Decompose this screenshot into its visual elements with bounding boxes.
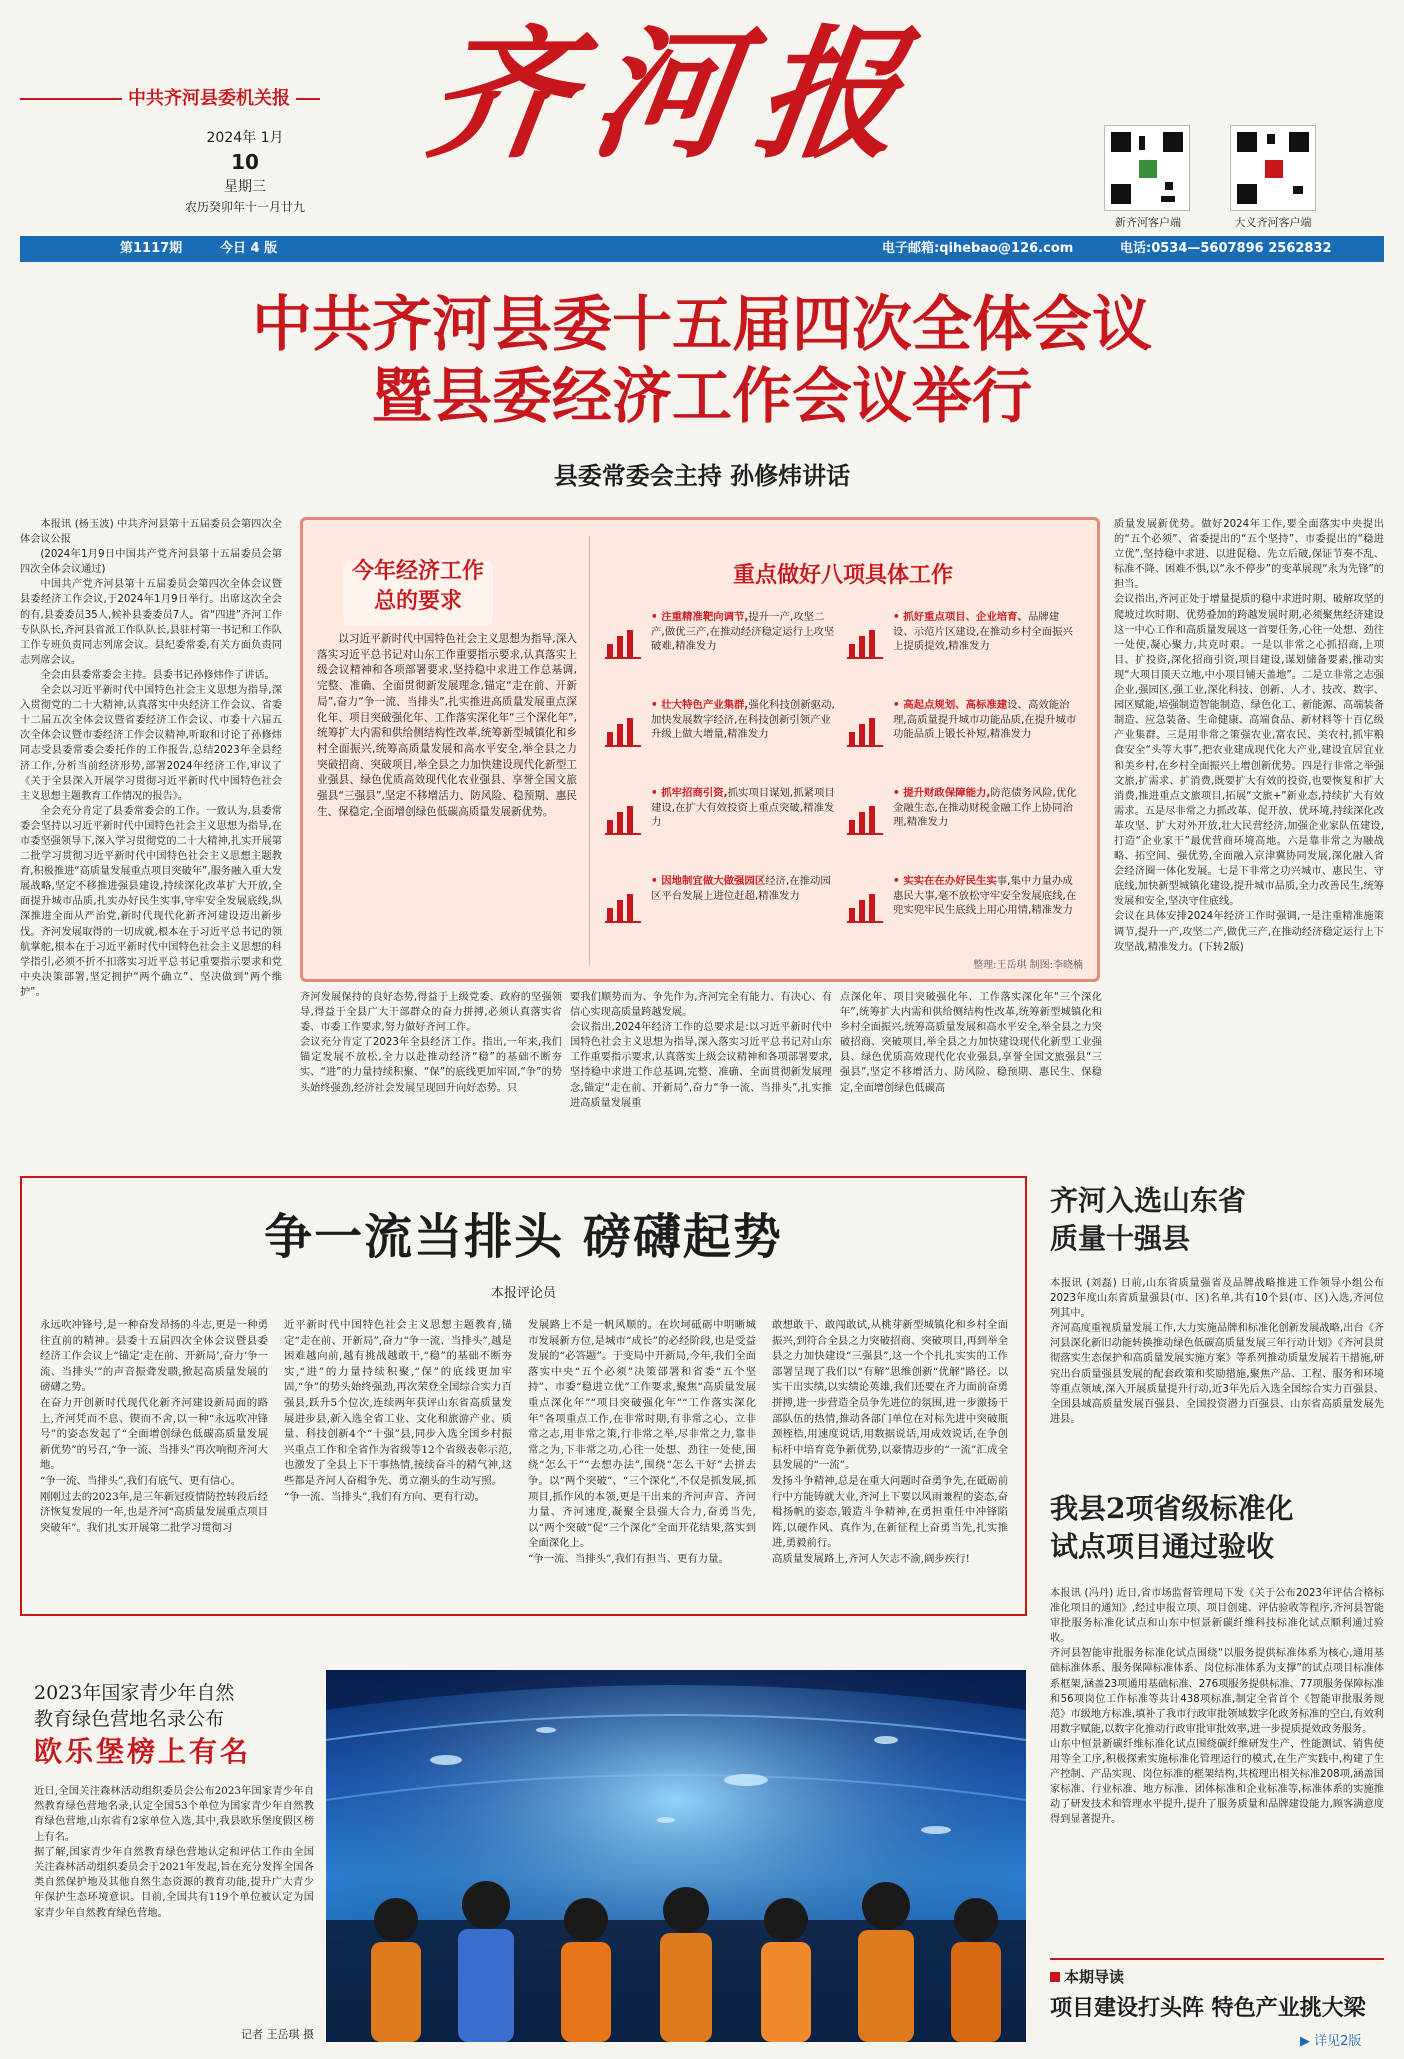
date-line: 2024年 1月 xyxy=(206,130,284,146)
lead-p2: 中国共产党齐河县第十五届委员会第四次全体会议暨县委经济工作会议,于2024年1月9日举行。出席这次全会的有,县委委员35人,候补县委委员7人。省“四进”齐河工作专队队长,齐河县省派工作队队长,县驻村第一书记和工作队工作专班负责同志列席会议。县纪委常委,有关方面负责同志列席会议。 xyxy=(20,579,282,666)
task-item xyxy=(893,874,1079,918)
side-story-1-body: 本报讯 (刘磊) 日前,山东省质量强省及品牌战略推进工作领导小组公布2023年度山东省质量强县(市、区)名单,共有10个县(市、区)入选,齐河位列其中。 齐河高度重视质量发展工作,大力实施品牌和标准化创新发展战略,出台《齐河县深化新旧动能转换推动绿色低碳高质量发展三年行动计划》《齐河县贯彻落实生态保护和高质量发展实施方案》等系列推动质量发展若干措施,研究出台质量强县发展的配套政策和奖励措施,聚焦产品、工程、服务和环境等重点领域,深入开展质量提升行动,近3年先后入选全国综合实力百强县、全国县域高质量发展百强县、全国投资潜力百强县、山东省高质量发展先进县。 xyxy=(1050,1278,1384,1425)
headline-subtitle: 县委常委会主持 孙修炜讲话 xyxy=(553,461,851,490)
paper-name-logo: 齐河报 xyxy=(418,12,934,178)
lead-column-1 xyxy=(20,517,282,1159)
task-item-title: • 因地制宜做大做强园区 xyxy=(651,875,766,887)
guide-link[interactable] xyxy=(1300,2030,1361,2049)
lead-p4: 全会以习近平新时代中国特色社会主义思想为指导,深入贯彻党的二十大精神,认真落实中央经济工作会议、省委十二届五次全体会议暨省委经济工作会议、市委十六届五次全体会议暨市委经济工作会议精神,听取和讨论了孙修炜同志受县委常委会委托作的工作报告,总结2023年全县经济工作,分析当前经济形势,部署2024年经济工作,审议了《关于全县深入开展学习贯彻习近平新时代中国特色社会主义思想主题教育工作情况的报告》。 xyxy=(20,685,282,802)
task-item-body: 提升一产,攻坚二产,做优三产,在推动经济稳定运行上攻坚破难,精准发力 xyxy=(651,611,835,653)
editorial-col-4: 敢想敢干、敢闯敢试,从桃芽新型城镇化和乡村全面振兴,到符合全县之力突破招商、突破项目,再到举全县之力加快建设“三强县”,这一个个扎扎实实的工作部署呈现了我们以“有解”思维创新“优解”路径。以实干出实绩,以实绩论英雄,我们还要在齐力面前奋勇拼搏,进一步营造全员争先进位的氛围,进一步激扬干部队伍的热情,推动各部门单位在对标先进中突破瓶颈桎梏,用速度说话,用数据说话,用成效说话,在争创标杆中培育竞争新优势,以豪情迈步的“一流”汇成全县发展的“一流”。 发扬斗争精神,总是在重大问题时奋勇争先,在砥砺前行中方能铸就大业,齐河上下要以风雨兼程的姿态,奋楫扬帆的姿态,锻造斗争精神,在勇担重任中冲锋陷阵,以硬作风、真作为,在新征程上奋勇当先,扎实推进,勇毅前行。 高质量发展路上,齐河人矢志不渝,阔步疾行! xyxy=(772,1319,1008,1565)
qr-code-2 xyxy=(1230,125,1316,211)
photo-credit: 记者 王岳琪 摄 xyxy=(241,2028,314,2041)
side-story-1-title: 齐河入选山东省 质量十强县 xyxy=(1050,1184,1247,1255)
date-block xyxy=(175,128,315,216)
lead-p3: 全会由县委常委会主持。县委书记孙修炜作了讲话。 xyxy=(40,669,275,681)
qr-code-1 xyxy=(1104,125,1190,211)
editorial-col-2: 近平新时代中国特色社会主义思想主题教育,锚定“走在前、开新局”,奋力“争一流、当排头”,越是困难越向前,越有挑战越敢干,“稳”的基础不断夯实,“进”的力量持续积聚,“保”的底线更加牢固,“争”的势头始终强劲,再次荣登全国综合实力百强县,跃升5个位次,连续两年获评山东省高质量发展进步县,新入选全省工业、文化和旅游产业、质量、科技创新4个“十强”县,同步入选全国乡村振兴重点工作和全省作为省级等12个省级表彰示范,也激发了全县上下干事热情,接续奋斗的精气神,这些都是齐河人奋楫争先、勇立潮头的生动写照。 “争一流、当排头”,我们有方向、更有行动。 xyxy=(284,1319,512,1503)
task-item-body: 强化科技创新驱动,加快发展数字经济,在科技创新引领产业升级上做大增量,精准发力 xyxy=(651,699,835,741)
guide-label xyxy=(1050,1966,1124,1987)
crane-icon xyxy=(845,626,885,660)
hands-heart-icon xyxy=(845,890,885,924)
lead-column-3: 要我们顺势而为、争先作为,齐河完全有能力、有决心、有信心实现高质量跨越发展。 会议指出,2024年经济工作的总要求是:以习近平新时代中国特色社会主义思想为指导,深入落实习近平总书记对山东工作重要指示要求,认真落实上级会议精神和各项部署要求,坚持稳中求进工作总基调,完整、准确、全面贯彻新发展理念,锚定“走在前、开新局”,奋力“争一流、当排头”,扎实推进高质量发展重 xyxy=(570,992,832,1109)
date-lunar: 农历癸卯年十一月廿九 xyxy=(184,200,305,214)
issue-bar xyxy=(20,236,1384,262)
task-item-body: 抓实项目谋划,抓紧项目建设,在扩大有效投资上重点突破,精准发力 xyxy=(651,787,835,829)
money-bag-icon xyxy=(845,802,885,836)
lead-p1b: (2024年1月9日中国共产党齐河县第十五届委员会第四次全体会议通过) xyxy=(20,549,282,576)
gear-chart-icon xyxy=(603,714,643,748)
guide-square-icon xyxy=(1050,1972,1060,1982)
task-item-title: • 提升财政保障能力, xyxy=(893,787,991,799)
task-item xyxy=(651,698,837,742)
task-item-title: • 注重精准靶向调节, xyxy=(651,611,749,623)
task-item-title: • 壮大特色产业集群, xyxy=(651,699,749,711)
task-item xyxy=(651,610,837,654)
guide-label-text: 本期导读 xyxy=(1064,1968,1125,1986)
graphic-credit: 整理:王岳琪 制图:李晓楠 xyxy=(973,960,1083,971)
phone: 电话:0534—5607896 2562832 xyxy=(1120,241,1332,256)
task-item-body: 防范债务风险,优化金融生态,在推动财税金融工作上协同治理,精准发力 xyxy=(893,787,1077,829)
divider xyxy=(589,536,590,966)
task-item xyxy=(651,874,837,903)
editorial-box xyxy=(20,1176,1027,1616)
page-count: 今日 4 版 xyxy=(220,241,278,256)
task-item-body: 经济,在推动园区平台发展上进位赶超,精准发力 xyxy=(651,875,831,902)
side-story-2-body: 本报讯 (冯丹) 近日,省市场监督管理局下发《关于公布2023年评估合格标准化项目的通知》,经过申报立项、项目创建、评估验收等程序,齐河县智能审批服务标准化试点和山东中恒景新碳纤维科技标准化试点顺利通过验收。 齐河县智能审批服务标准化试点围绕“以服务提供标准体系为核心,通用基础标准体系、服务保障标准体系、岗位标准体系为支撑”的试点项目标准体系框架,涵盖23项通用基础标准、276项服务提供标准、77项服务保障标准和56项岗位工作标准等共计438项标准,制定全省首个《智能审批服务规范》市级地方标准,填补了我市行政审批领域数字化政务标准的空白,有效利用数字赋能,以数字化推动行政审批审批效率,进一步提质提效政务服务。 山东中恒景新碳纤维标准化试点围绕碳纤维研发生产、性能测试、销售使用等全工序,积极探索实施标准化管理运行的模式,在生产实践中,构建了生产控制、产品实现、岗位标准的框架结构,共梳理出相关标准208项,涵盖国家标准、行业标准、地方标准、团体标准和企业标准等,标准体系的实施推动了研发技术和管理水平提升,提升了服务质量和品牌建设能力,顾客满意度得到显著提升。 xyxy=(1050,1588,1384,1826)
editorial-col-1: 永远吹冲锋号,是一种奋发昂扬的斗志,更是一种勇往直前的精神。县委十五届四次全体会议暨县委经济工作会议上“锚定‘走在前、开新局’,奋力‘争一流、当排头’”的声音振聋发聩,掀起高质量发展的磅礴之势。 在奋力开创新时代现代化新齐河建设新局面的路上,齐河凭而不息、锲而不舍,以一种“永远吹冲锋号”的姿态发起了“全面增创绿色低碳高质量发展新优势”的号召,“争一流、当排头”再次响彻齐河大地。 “争一流、当排头”,我们有底气、更有信心。 刚刚过去的2023年,是三年新冠疫情防控转段后经济恢复发展的一年,也是齐河“高质量发展重点项目突破年”。我们扎实开展第二批学习贯彻习 xyxy=(40,1319,268,1534)
task-item xyxy=(893,610,1079,654)
date-weekday: 星期三 xyxy=(224,179,266,195)
guide-arrow-icon: ▶ xyxy=(1300,2034,1315,2049)
task-item xyxy=(893,786,1079,830)
qr-label-1: 新齐河客户端 xyxy=(1115,216,1181,229)
task-item-body: 设、高效能治理,高质量提升城市功能品质,在提升城市功能品质上锻长补短,精准发力 xyxy=(893,699,1077,741)
photo-story-panel xyxy=(20,1670,320,2042)
photo-story-title: 欧乐堡榜上有名 xyxy=(34,1735,252,1768)
email: 电子邮箱:qihebao@126.com xyxy=(882,241,1074,256)
eight-tasks-title: 重点做好八项具体工作 xyxy=(732,562,953,588)
task-item-title: • 抓牢招商引资, xyxy=(651,787,728,799)
lead-column-right: 质量发展新优势。做好2024年工作,要全面落实中央提出的“五个必须”、省委提出的“五个坚持”、市委提出的“稳进立优”,坚持稳中求进、以进促稳、先立后破,保证节奏不乱、标准不降、困难不惧,以“永不停步”的变革展现“永为先锋”的担当。 会议指出,齐河正处于增量提质的稳中求进时期、破解攻坚的爬坡过坎时期、优势叠加的跨越发展时期,必须聚焦经济建设这一中心工作和高质量发展这一首要任务,心往一处想、劲往一处使,凝心聚力,共克时艰。一是以非常之心抓招商,上项目、扩投资,深化招商引资,项目建设,谋划储备要素,推动实现“大项目顶天立地,中小项目铺天盖地”。二是立非常之志强企业,强园区,强工业,深化科技、创新、人才、技改、数字、园区赋能,培强制造智能制造、绿色化工、新能源、高端装备制造、应急装备、生命健康、高端食品、新材料等十百亿级产业集群。三是用非常之策强农业,富农民、美农村,抓牢粮食安全“头等大事”,把农业建成现代化大产业,建设宜居宜业和美乡村,在乡村全面振兴上增创新优势。四是行非常之举强文旅,扩需求、扩消费,既要扩大有效的投资,也要恢复和扩大消费,推进重点文旅项目,拓展“文旅+”新业态,持续扩大有效需求。五是尽非常之力抓改革、促开放、优环境,持续深化改革攻坚、扩大对外开放,壮大民营经济,加强企业家队伍建设,打造“企业家干”最优营商环境高地。六是靠非常之为融战略、拓空间、强优势,全面融入京津冀协同发展,深化融入省会经济圈一体化发展。七是下非常之功兴城市、惠民生、守底线,加快新型城镇化建设,提升城市品质,全力改善民生,统筹发展和安全,坚决守住底线。 会议在具体安排2024年经济工作时强调,一是注重精准施策调节,提升一产,攻坚二产,做优三产,在推动经济稳定运行上下攻坚战,精准发力。(下转2版) xyxy=(1114,519,1384,953)
city-icon xyxy=(845,714,885,748)
lead-p5: 全会充分肯定了县委常委会的工作。一致认为,县委常委会坚持以习近平新时代中国特色社会主义思想为指导,在市委坚强领导下,深入学习贯彻党的二十大精神,扎实开展第二批学习贯彻习近平新时代中国特色社会主义思想主题教育,积极推进“高质量发展重点项目突破年”,服务融入重大发展战略,坚定不移推进强县建设,持续深化改革扩大开放,全面提升城市品质,扎实办好民生实事,守牢安全发展底线,纵深推进全面从严治党,新时代现代化新齐河建设迈出新步伐。齐河发展取得的一切成就,根本在于习近平总书记的领航掌舵,根本在于习近平新时代中国特色社会主义思想的科学指引,必须不折不扣落实习近平总书记重要指示要求和党中央决策部署,坚定拥护“两个确立”、坚决做到“两个维护”。 xyxy=(20,805,282,998)
date-day: 10 xyxy=(231,150,259,174)
guide-link-text: 详见2版 xyxy=(1314,2034,1362,2049)
requirements-body: 以习近平新时代中国特色社会主义思想为指导,深入落实习近平总书记对山东工作重要指示要求,认真落实上级会议精神和各项部署要求,坚持稳中求进工作总基调,完整、准确、全面贯彻新发展理念,锚定“走在前、开新局”,奋力“争一流、当排头”,扎实推进高质量发展重点深化年、项目突破强化年、工作落实深化年“三个深化年”,统筹扩大内需和供给侧结构性改革,统筹新型城镇化和乡村全面振兴,统筹高质量发展和高水平安全,举全县之力突破招商、突破项目,举全县之力加快建设现代化新型工业强县、绿色优质高效现代化农业强县、享誉全国文旅强县“三强县”,坚定不移增活力、防风险、稳预期、惠民生、保稳定,全面增创绿色低碳高质量发展新优势。 xyxy=(317,633,577,818)
bar-chart-icon xyxy=(603,626,643,660)
requirements-graphic xyxy=(300,517,1100,982)
side-story-2-title: 我县2项省级标准化 试点项目通过验收 xyxy=(1050,1492,1294,1563)
task-item-title: • 抓好重点项目、企业培育、 xyxy=(893,611,1028,623)
requirements-title: 今年经济工作 总的要求 xyxy=(351,558,484,614)
task-item-body: 品牌建设、示范片区建设,在推动乡村全面振兴上提质提效,精准发力 xyxy=(893,611,1073,653)
editorial-title: 争一流当排头 磅礴起势 xyxy=(264,1209,783,1265)
guide-rule xyxy=(1050,1958,1384,1960)
qr-label-2: 大义齐河客户端 xyxy=(1234,216,1312,229)
editorial-col-3: 发展路上不是一帆风顺的。在坎坷砥砺中明晰城市发展新方位,是城市“成长”的必经阶段,也是受益发展的“必答题”。于变局中开新局,今年,我们全面落实中央“五个必须”决策部署和省委“五个坚持”、市委“稳进立优”工作要求,聚焦“高质量发展重点深化年”“项目突破强化年”“工作落实深化年”各项重点工作,在非常时期,有非常之心、立非常之志,用非常之策,行非常之举,尽非常之力,靠非常之为,下非常之功,心往一处想、劲往一处使,围绕“怎么干”“去想办法”,围绕“怎么干好”去拼去争。以“两个突破”、“三个深化”,不仅是抓发展,抓项目,抓作风的本领,更是干出来的齐河声音、齐河力量、齐河速度,凝聚全县强大合力,奋勇当先,以“两个突破”促“三个深化”全面开花结果,落实到全面深化上。 “争一流、当排头”,我们有担当、更有力量。 xyxy=(528,1319,756,1565)
lead-p1: 本报讯 (杨玉波) 中共齐河县第十五届委员会第四次全体会议公报 xyxy=(20,519,282,546)
masthead-organ: 中共齐河县委机关报 xyxy=(122,84,296,110)
aquarium-photo xyxy=(326,1670,1026,2042)
task-item-body: 事,集中力量办成惠民大事,毫不放松守牢安全发展底线,在兜实兜牢民生底线上用心用情,精准发力 xyxy=(893,875,1077,917)
handshake-icon xyxy=(603,802,643,836)
photo-story-body: 近日,全国关注森林活动组织委员会公布2023年国家青少年自然教育绿色营地名录,认定全国53个单位为国家青少年自然教育绿色营地,山东省有2家单位入选,其中,我县欧乐堡度假区榜上有名。 据了解,国家青少年自然教育绿色营地认定和评估工作由全国关注森林活动组织委员会于2021年发起,旨在充分发挥全国各类自然保护地及其他自然生态资源的教育功能,提升广大青少年保护生态环境意识。目前,全国共有119个单位被认定为国家青少年自然教育绿色营地。 xyxy=(34,1785,314,1919)
issue-number: 第1117期 xyxy=(120,241,183,256)
task-item xyxy=(651,786,837,830)
task-item-title: • 实实在在办好民生实 xyxy=(893,875,997,887)
lead-column-2: 齐河发展保持的良好态势,得益于上级党委、政府的坚强领导,得益于全县广大干部群众的奋力拼搏,必须认真落实省委、市委工作要求,努力做好齐河工作。 会议充分肯定了2023年全县经济工作。指出,一年来,我们锚定发展不放松,全力以赴推动经济“稳”的基础不断夯实、“进”的力量持续积聚、“保”的底线更加牢固,“争”的势头始终强劲,经济社会发展呈现回升向好态势。只 xyxy=(300,992,562,1094)
headline-line-2: 暨县委经济工作会议举行 xyxy=(372,362,1032,432)
editorial-byline: 本报评论员 xyxy=(490,1286,556,1301)
headline-line-1: 中共齐河县委十五届四次全体会议 xyxy=(252,290,1152,360)
task-item xyxy=(893,698,1079,742)
lead-column-4: 点深化年、项目突破强化年、工作落实深化年“三个深化年”,统筹扩大内需和供给侧结构性改革,统筹新型城镇化和乡村全面振兴,统筹高质量发展和高水平安全,举全县之力突破招商、突破项目,举全县之力加快建设现代化新型工业强县、绿色优质高效现代化农业强县,享誉全国文旅强县“三强县”,坚定不移增活力、防风险、稳预期、惠民生、保稳定,全面增创绿色低碳高 xyxy=(840,992,1102,1094)
photo-story-kicker: 2023年国家青少年自然 教育绿色营地名录公布 xyxy=(34,1682,235,1730)
aquarium-scene xyxy=(326,1670,1026,2042)
factory-icon xyxy=(603,890,643,924)
guide-title[interactable]: 项目建设打头阵 特色产业挑大梁 xyxy=(1050,1995,1366,2021)
task-item-title: • 高起点规划、高标准建 xyxy=(893,699,1008,711)
